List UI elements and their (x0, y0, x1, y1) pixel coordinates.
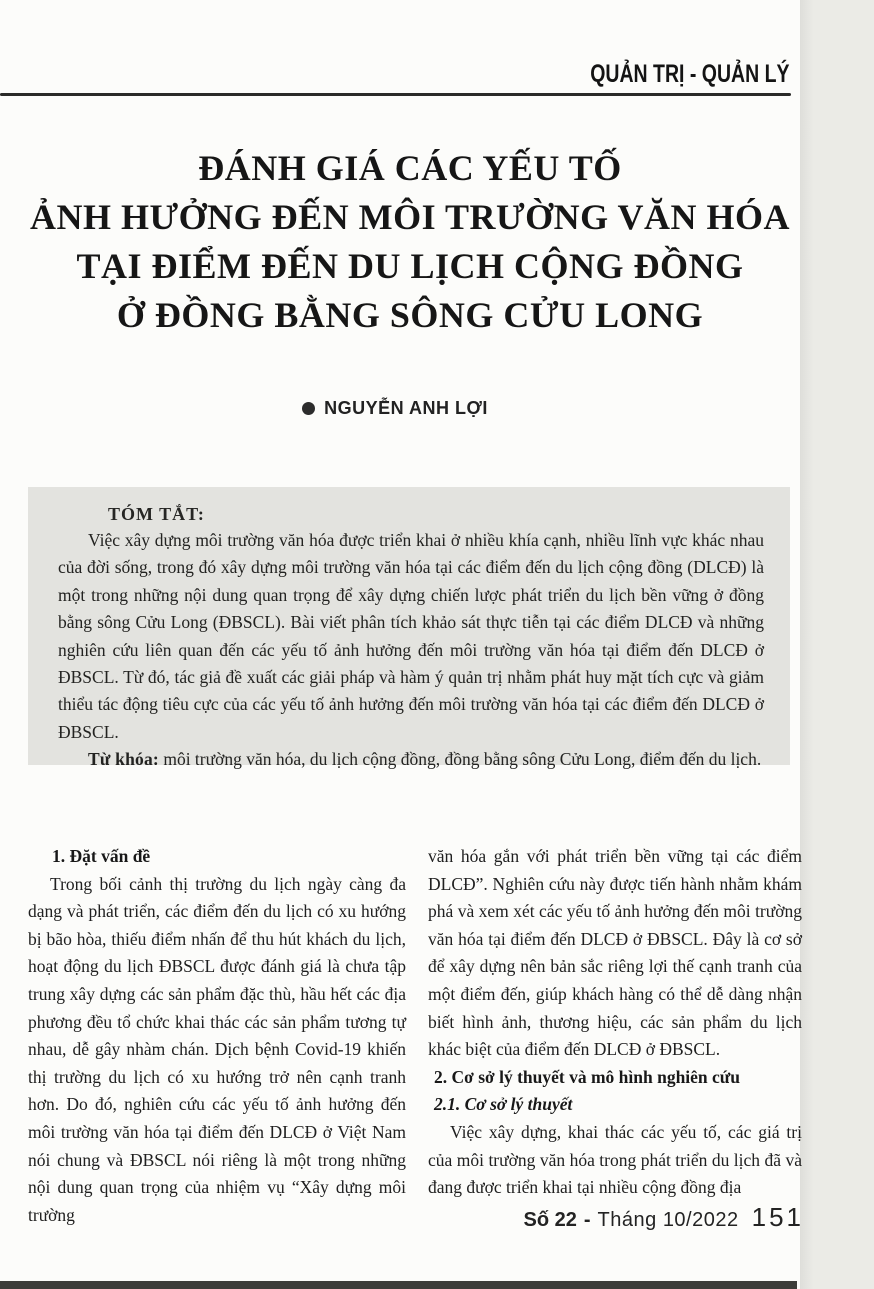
abstract-keywords-text: môi trường văn hóa, du lịch cộng đồng, đồng bằng sông Cửu Long, điểm đến du lịch. (158, 749, 762, 770)
abstract-heading: TÓM TẮT: (108, 504, 205, 524)
article-title-line-3: TẠI ĐIỂM ĐẾN DU LỊCH CỘNG ĐỒNG (76, 246, 744, 286)
section-1-heading: 1. Đặt vấn đề (52, 846, 151, 866)
author-name: NGUYỄN ANH LỢI (324, 398, 488, 418)
article-title-line-1: ĐÁNH GIÁ CÁC YẾU TỐ (198, 148, 622, 188)
footer-issue-date: Tháng 10/2022 (597, 1209, 739, 1231)
abstract-keywords (58, 746, 764, 773)
footer-page-number: 151 (751, 1202, 804, 1232)
abstract-keywords-label: Từ khóa: (88, 749, 159, 770)
abstract-body: Việc xây dựng môi trường văn hóa được triển khai ở nhiều khía cạnh, nhiều lĩnh vực khác nhau của đời sống, trong đó xây dựng môi trường văn hóa tại các điểm đến du lịch cộng đồng (DLCĐ) là một trong những nội dung quan trọng để xây dựng chiến lược phát triển du lịch bền vững ở đồng bằng sông Cửu Long (ĐBSCL). Bài viết phân tích khảo sát thực tiễn tại các điểm DLCĐ và những nghiên cứu liên quan đến các yếu tố ảnh hưởng đến môi trường văn hóa tại điểm đến DLCĐ ở ĐBSCL. Từ đó, tác giả đề xuất các giải pháp và hàm ý quản trị nhằm phát huy mặt tích cực và giảm thiểu tác động tiêu cực của các yếu tố ảnh hưởng đến môi trường văn hóa tại các điểm đến DLCĐ ở ĐBSCL. (58, 530, 764, 742)
footer-issue-number: Số 22 (523, 1209, 577, 1231)
author-bullet-icon (302, 402, 315, 415)
footer-separator: - (583, 1209, 591, 1231)
left-column (28, 843, 406, 1229)
section-2-1-heading: 2.1. Cơ sở lý thuyết (434, 1094, 573, 1115)
journal-section-label: QUẢN TRỊ - QUẢN LÝ (590, 60, 790, 88)
bottom-rule (0, 1281, 797, 1289)
article-title (30, 144, 790, 340)
page-footer (524, 1202, 804, 1233)
scanned-page-edge (800, 0, 874, 1289)
section-2-heading: 2. Cơ sở lý thuyết và mô hình nghiên cứu (434, 1066, 741, 1087)
section-1-paragraph: Trong bối cảnh thị trường du lịch ngày càng đa dạng và phát triển, các điểm đến du lịch có xu hướng bị bão hòa, thiếu điểm nhấn để thu hút khách du lịch, hoạt động du lịch ĐBSCL được đánh giá là chưa tập trung xây dựng các sản phẩm đặc thù, hầu hết các địa phương đều tổ chức khai thác các sản phẩm tương tự nhau, dễ gây nhàm chán. Dịch bệnh Covid-19 khiến thị trường du lịch có xu hướng trở nên cạnh tranh hơn. Do đó, nghiên cứu các yếu tố ảnh hưởng đến môi trường văn hóa tại điểm đến DLCĐ ở Việt Nam nói chung và ĐBSCL nói riêng là một trong những nội dung quan trọng của nhiệm vụ “Xây dựng môi trường (28, 873, 406, 1225)
article-title-line-4: Ở ĐỒNG BẰNG SÔNG CỬU LONG (116, 295, 704, 335)
author-row (0, 398, 790, 419)
right-column (428, 843, 802, 1229)
section-2-1-paragraph: Việc xây dựng, khai thác các yếu tố, các giá trị của môi trường văn hóa trong phát triển du lịch đã và đang được triển khai tại nhiều cộng đồng địa (428, 1121, 802, 1198)
body-columns (28, 843, 802, 1229)
abstract-box (28, 487, 790, 770)
header-rule (0, 93, 791, 96)
article-title-line-2: ẢNH HƯỞNG ĐẾN MÔI TRƯỜNG VĂN HÓA (30, 197, 791, 237)
continuation-paragraph: văn hóa gắn với phát triển bền vững tại các điểm DLCĐ”. Nghiên cứu này được tiến hành nhằm khám phá và xem xét các yếu tố ảnh hưởng đến môi trường văn hóa tại điểm đến DLCĐ ở ĐBSCL. Đây là cơ sở để xây dựng nên bản sắc riêng lợi thế cạnh tranh của một điểm đến, giúp khách hàng có thể dễ dàng nhận biết hình ảnh, thương hiệu, các sản phẩm du lịch khác biệt của điểm đến DLCĐ ở ĐBSCL. (428, 846, 802, 1060)
